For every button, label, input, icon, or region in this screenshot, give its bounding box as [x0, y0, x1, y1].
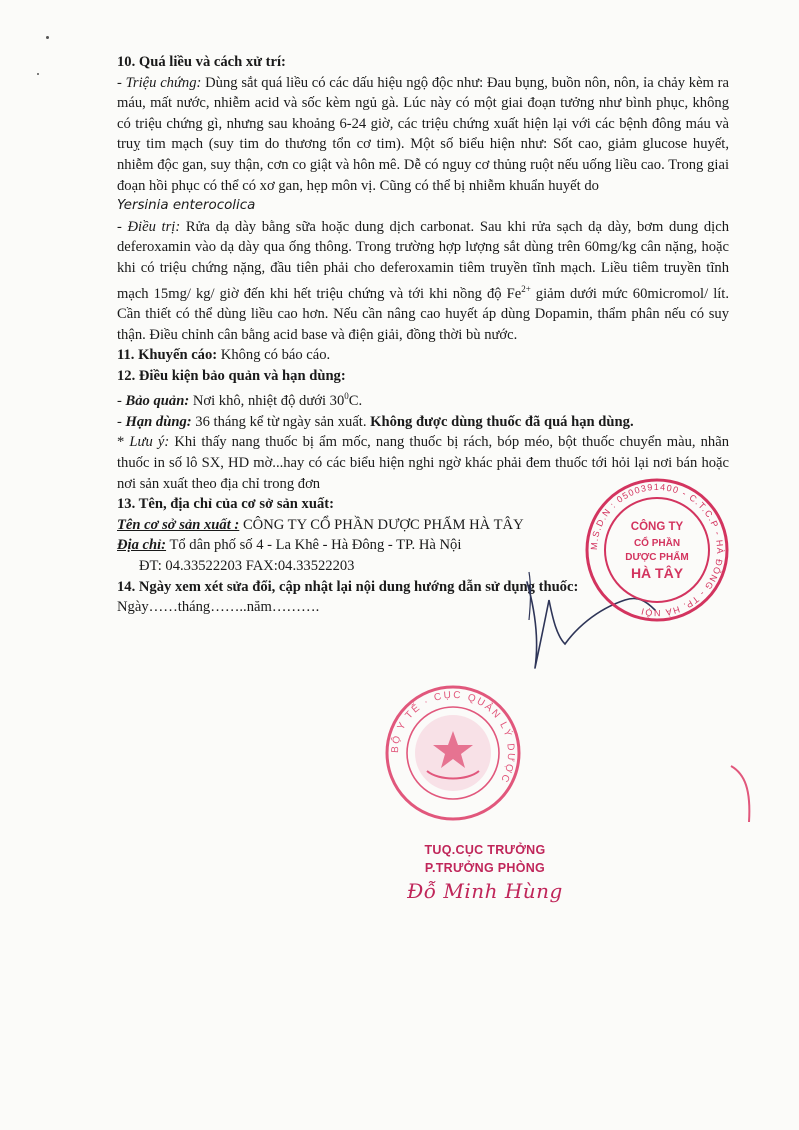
expiry-text: 36 tháng kể từ ngày sản xuất.	[191, 413, 371, 430]
national-emblem-icon	[415, 715, 491, 791]
storage-line: - Bảo quản: Nơi khô, nhiệt độ dưới $30^0C$.	[117, 391, 363, 410]
treatment-superscript: 2+	[521, 283, 531, 294]
section-11-heading: 11. Khuyến cáo:	[117, 347, 218, 364]
expiry-line: - Hạn dùng: 36 tháng kể từ ngày sản xuất. Không được dùng thuốc đã quá hạn dùng.	[117, 413, 634, 430]
yersinia-text: Yersinia enterocolica	[117, 198, 256, 214]
signature-block	[400, 843, 570, 903]
expiry-warning: Không được dùng thuốc đã quá hạn dùng.	[370, 413, 634, 430]
storage-superscript: 0	[344, 391, 349, 402]
company-stamp	[583, 476, 731, 624]
scan-speck	[46, 36, 49, 39]
section-12-heading: 12. Điều kiện bảo quản và hạn dùng:	[117, 367, 346, 384]
phone-fax-line: ĐT: 04.33522203 FAX:04.33522203	[139, 557, 355, 574]
note-text: Khi thấy nang thuốc bị ẩm mốc, nang thuốc bị rách, bóp méo, bột thuốc chuyển màu, nhãn thuốc in số lô SX, HD mờ...hay có các biểu hiện nghi ngờ khác phải đem thuốc tới hỏi lại nơi bán hoặc nơi sản xuất theo địa chỉ trong đơn	[117, 434, 730, 492]
ministry-stamp-ring-text: BỘ Y TẾ · CỤC QUẢN LÝ DƯỢC	[389, 689, 517, 786]
section-14-heading: 14. Ngày xem xét sửa đổi, cập nhật lại nội dung hướng dẫn sử dụng thuốc:	[117, 578, 579, 595]
symptoms-label: Triệu chứng:	[125, 74, 202, 91]
section-10-symptoms: - Triệu chứng: Dùng sắt quá liều có các dấu hiệu ngộ độc như: Đau bụng, buồn nôn, nôn, ỉa chảy kèm ra máu, mất nước, nhiễm acid và sốc kèm ngủ gà. Lúc này có một giai đoạn tưởng như bình phục, không có triệu chứng gì, nhưng sau khoảng 6-24 giờ, các triệu chứng xuất hiện lại với các bệnh đông máu và truỵ tim mạch (suy tim do thương tổn cơ tim). Một số biểu hiện như: Sốt cao, giảm glucose huyết, nhiễm độc gan, suy thận, cơn co giật và hôn mê. Dễ có nguy cơ thủng ruột nếu uống liều cao. Trong giai đoạn hồi phục có thể có xơ gan, hẹp môn vị. Cũng có thể bị nhiễm khuẩn huyết do	[117, 74, 729, 194]
treatment-text-2: giảm dưới mức 60micromol/ lít. Cần thiết có thể dùng liều cao hơn. Nếu cần nâng cao huyết áp dùng Dopamin, thẩm phân nếu có suy thận. Điều chỉnh cân bằng acid base và điện giải, đồng thời bù nước.	[117, 285, 730, 343]
storage-label: Bảo quản:	[125, 393, 190, 410]
company-stamp-line2: CỔ PHẦN	[633, 538, 681, 549]
manufacturer-name-value: CÔNG TY CỔ PHẦN DƯỢC PHẨM HÀ TÂY	[239, 516, 524, 533]
section-11-text: Không có báo cáo.	[217, 347, 331, 364]
signatory-title-1: TUQ.CỤC TRƯỞNG	[424, 843, 546, 857]
symptoms-text: Dùng sắt quá liều có các dấu hiệu ngộ độc như: Đau bụng, buồn nôn, nôn, ỉa chảy kèm ra máu, mất nước, nhiễm acid và sốc kèm ngủ gà. Lúc này có một giai đoạn tưởng như bình phục, không có triệu chứng gì, nhưng sau khoảng 6-24 giờ, các triệu chứng xuất hiện lại với các bệnh đông máu và truỵ tim mạch (suy tim do thương tổn cơ tim). Một số biểu hiện như: Sốt cao, giảm glucose huyết, nhiễm độc gan, suy thận, cơn co giật và hôn mê. Dễ có nguy cơ thủng ruột nếu uống liều cao. Trong giai đoạn hồi phục có thể có xơ gan, hẹp môn vị. Cũng có thể bị nhiễm khuẩn huyết do	[117, 74, 729, 194]
signatory-title-2: P.TRƯỞNG PHÒNG	[424, 861, 546, 875]
company-stamp-line1: CÔNG TY	[630, 521, 684, 533]
signatory-name: Đỗ Minh Hùng	[407, 879, 563, 903]
storage-text: Nơi khô, nhiệt độ dưới 30	[189, 393, 345, 410]
treatment-text-1: Rửa dạ dày bằng sữa hoặc dung dịch carbonat. Sau khi rửa sạch dạ dày, bơm dung dịch deferoxamin vào dạ dày qua ống thông. Trong trường hợp lượng sắt dùng trên 60mg/kg cân nặng, hoặc khi có triệu chứng nặng, đầu tiên phải cho deferoxamin tiêm truyền tĩnh mạch. Liều tiêm truyền tĩnh mạch 15mg/ kg/ giờ đến khi hết triệu chứng và tới khi nồng độ Fe	[117, 218, 729, 302]
treatment-label: Điều trị:	[127, 218, 181, 235]
company-stamp-line4: HÀ TÂY	[630, 565, 684, 581]
scan-speck	[37, 73, 39, 75]
section-11	[117, 345, 729, 366]
revision-date-line: Ngày……tháng……..năm……….	[117, 599, 320, 616]
company-stamp-ring-text: M.S.D.N : 0500391400 - C.T.C.P - HÀ ĐÔNG - TP. HÀ NỘI	[588, 481, 726, 619]
company-stamp-line3: DƯỢC PHẨM	[625, 552, 689, 563]
storage-unit: C.	[348, 393, 363, 410]
partial-stamp-edge	[725, 760, 765, 830]
address-label: Địa chỉ:	[117, 537, 167, 554]
section-10-treatment: - Điều trị: Rửa dạ dày bằng sữa hoặc dung dịch carbonat. Sau khi rửa sạch dạ dày, bơm dung dịch deferoxamin vào dạ dày qua ống thông. Trong trường hợp lượng sắt dùng trên 60mg/kg cân nặng, hoặc khi có triệu chứng nặng, đầu tiên phải cho deferoxamin tiêm truyền tĩnh mạch. Liều tiêm truyền tĩnh mạch 15mg/ kg/ giờ đến khi hết triệu chứng và tới khi nồng độ $Fe^{2+}$ giảm dưới mức 60micromol/ lít. Cần thiết có thể dùng liều cao hơn. Nếu cần nâng cao huyết áp dùng Dopamin, thẩm phân nếu có suy thận. Điều chỉnh cân bằng acid base và điện giải, đồng thời bù nước.	[117, 218, 730, 343]
address-value: Tổ dân phố số 4 - La Khê - Hà Đông - TP. Hà Nội	[166, 537, 462, 554]
section-10-heading: 10. Quá liều và cách xử trí:	[117, 54, 286, 70]
section-13-heading: 13. Tên, địa chỉ của cơ sở sản xuất:	[117, 496, 334, 513]
svg-text:M.S.D.N : 0500391400 - C.T.C.P	[589, 482, 725, 618]
expiry-label: Hạn dùng:	[125, 413, 192, 430]
ministry-stamp	[383, 683, 523, 823]
note-label: Lưu ý:	[129, 434, 170, 451]
manufacturer-name-label: Tên cơ sở sản xuất :	[117, 516, 240, 533]
note-paragraph: * Lưu ý: Khi thấy nang thuốc bị ẩm mốc, nang thuốc bị rách, bóp méo, bột thuốc chuyển màu, nhãn thuốc in số lô SX, HD mờ...hay có các biểu hiện nghi ngờ khác phải đem thuốc tới hỏi lại nơi bán hoặc nơi sản xuất theo địa chỉ trong đơn	[117, 434, 730, 492]
